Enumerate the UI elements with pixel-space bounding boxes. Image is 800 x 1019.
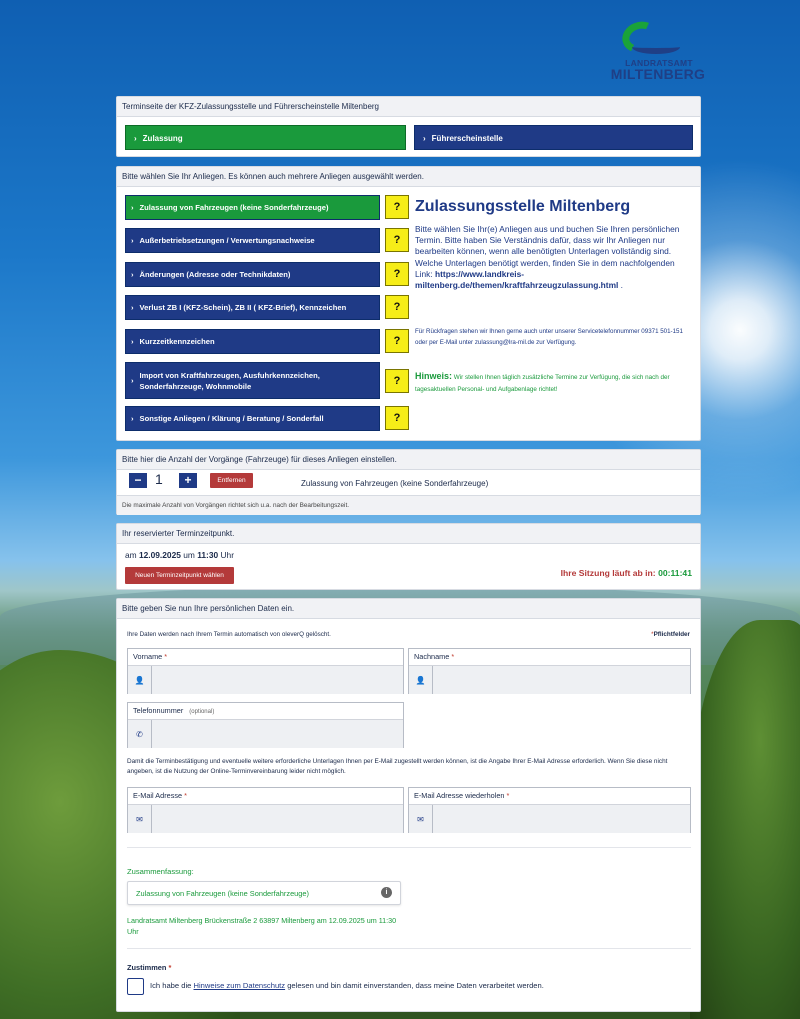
concern-item-zulassung[interactable] — [125, 195, 380, 220]
concern-label: Import von Kraftfahrzeugen, Ausfuhrkennzeichen, Sonderfahrzeuge, Wohnmobile — [139, 370, 320, 391]
tab-zulassung[interactable] — [125, 125, 406, 150]
office-selection-panel — [116, 96, 701, 157]
vorname-label — [128, 649, 403, 666]
privacy-link[interactable]: Hinweise zum Datenschutz — [193, 981, 286, 990]
logo-line1: LANDRATSAMT — [625, 58, 693, 68]
reserved-slot — [125, 550, 234, 560]
info-link[interactable]: https://www.landkreis-miltenberg.de/themen/kraftfahrzeugzulassung.html — [415, 268, 619, 291]
concern-item-aenderungen[interactable] — [125, 262, 380, 287]
slot-mid: um — [180, 550, 198, 560]
required-text: Pflichtfelder — [653, 631, 690, 638]
session-timer — [561, 568, 692, 578]
required-asterisk: * — [451, 652, 455, 661]
info-text — [415, 224, 691, 291]
email-repeat-label-text: E-Mail Adresse wiederholen — [414, 791, 505, 800]
slot-prefix: am — [125, 550, 139, 560]
info-title: Zulassungsstelle Miltenberg — [415, 198, 631, 215]
chevron-right-icon: › — [134, 134, 137, 143]
required-asterisk: * — [164, 652, 168, 661]
user-icon: 👤 — [128, 666, 152, 694]
email-field — [127, 787, 404, 833]
concern-item-sonstige[interactable] — [125, 406, 380, 431]
hint-label: Hinweis: — [415, 371, 453, 381]
envelope-icon: ✉ — [409, 805, 433, 833]
session-label: Ihre Sitzung läuft ab in: — [560, 568, 659, 578]
hint-text — [415, 370, 695, 396]
summary-label: Zusammenfassung: — [127, 867, 194, 876]
background-trees-right — [690, 620, 800, 1019]
phone-icon: ✆ — [128, 720, 152, 748]
telefon-field — [127, 702, 404, 748]
increment-button[interactable]: + — [179, 473, 197, 488]
required-asterisk: * — [168, 963, 172, 972]
chevron-right-icon: › — [131, 236, 134, 245]
concern-item-import[interactable] — [125, 362, 380, 399]
required-note — [651, 631, 690, 638]
telefon-label — [128, 703, 403, 720]
telefon-input[interactable] — [152, 720, 403, 748]
count-value: 1 — [155, 471, 163, 487]
help-question-button[interactable]: ? — [385, 195, 409, 219]
count-footer: Die maximale Anzahl von Vorgängen richtet sich u.a. nach der Bearbeitungszeit. — [117, 495, 700, 515]
concern-label: Kurzzeitkennzeichen — [139, 337, 215, 346]
panel-header: Ihr reservierter Terminzeitpunkt. — [117, 524, 700, 544]
appointment-slot-panel — [116, 523, 701, 590]
help-question-button[interactable]: ? — [385, 369, 409, 393]
chevron-right-icon: › — [131, 203, 134, 212]
remove-button[interactable]: Entfernen — [210, 473, 253, 488]
info-icon[interactable]: i — [381, 887, 392, 898]
chevron-right-icon: › — [131, 270, 134, 279]
vorname-input[interactable] — [152, 666, 403, 694]
concern-item-verlust[interactable] — [125, 295, 380, 320]
count-panel — [116, 449, 701, 515]
email-note: Damit die Terminbestätigung und eventuelle weitere erforderliche Unterlagen Ihnen per E-Mail zugestellt werden können, ist die Angabe Ihrer E-Mail Adresse erforderlich. Wenn Sie diese nicht angeben, ist die Nutzung der Online-Terminvereinbarung leider nicht möglich. — [127, 758, 668, 775]
consent-label — [127, 963, 171, 972]
nachname-label — [409, 649, 690, 666]
concern-label: Änderungen (Adresse oder Technikdaten) — [139, 270, 291, 279]
contact-text: Für Rückfragen stehen wir Ihnen gerne auch unter unserer Servicetelefonnummer 09371 501-151 oder per E-Mail unter zulassung@lra-mil.de zur Verfügung. — [415, 328, 683, 346]
concerns-panel — [116, 166, 701, 441]
hint-body: Wir stellen Ihnen täglich zusätzliche Termine zur Verfügung, die sich nach der tagesaktuellen Personal- und Aufgabenlage richtet! — [415, 374, 670, 393]
telefon-label-text: Telefonnummer — [133, 706, 184, 715]
divider — [127, 948, 691, 949]
email-repeat-input[interactable] — [433, 805, 690, 833]
landratsamt-logo — [606, 18, 706, 84]
chevron-right-icon: › — [131, 303, 134, 312]
optional-tag: (optional) — [189, 709, 215, 715]
vorname-field — [127, 648, 404, 694]
concern-label: Zulassung von Fahrzeugen (keine Sonderfahrzeuge) — [139, 203, 329, 212]
help-question-button[interactable]: ? — [385, 329, 409, 353]
tab-fuehrerscheinstelle[interactable] — [414, 125, 693, 150]
summary-item — [127, 881, 401, 905]
help-question-button[interactable]: ? — [385, 295, 409, 319]
required-asterisk: * — [651, 631, 654, 638]
help-question-button[interactable]: ? — [385, 406, 409, 430]
divider — [127, 847, 691, 848]
new-slot-button[interactable]: Neuen Terminzeitpunkt wählen — [125, 567, 234, 584]
consent-label-text: Zustimmen — [127, 963, 167, 972]
concern-item-ausserbetriebsetzung[interactable] — [125, 228, 380, 253]
email-repeat-label — [409, 788, 690, 805]
personal-data-panel — [116, 598, 701, 1012]
consent-checkbox[interactable] — [127, 978, 144, 995]
vorname-label-text: Vorname — [133, 652, 163, 661]
tab-zulassung-label: Zulassung — [142, 134, 183, 143]
user-icon: 👤 — [409, 666, 433, 694]
slot-suffix: Uhr — [218, 550, 234, 560]
panel-header: Terminseite der KFZ-Zulassungsstelle und Führerscheinstelle Miltenberg — [117, 97, 700, 117]
count-concern-label: Zulassung von Fahrzeugen (keine Sonderfahrzeuge) — [301, 479, 489, 488]
email-input[interactable] — [152, 805, 403, 833]
chevron-right-icon: › — [423, 134, 426, 143]
info-paragraph: Bitte wählen Sie Ihr(e) Anliegen aus und buchen Sie Ihren persönlichen Termin. Bitte haben Sie Verständnis dafür, dass wir Ihr Anliegen nur bearbeiten können, wenn alle benötigten Unterlagen vollständig sind. Welche Unterlagen benötigt werden, finden Sie in dem nachfolgenden Link: — [415, 224, 680, 279]
help-question-button[interactable]: ? — [385, 228, 409, 252]
nachname-field — [408, 648, 691, 694]
info-link-suffix: . — [618, 280, 624, 291]
required-asterisk: * — [184, 791, 187, 800]
panel-header: Bitte wählen Sie Ihr Anliegen. Es können auch mehrere Anliegen ausgewählt werden. — [117, 167, 700, 187]
email-label — [128, 788, 403, 805]
panel-header: Bitte geben Sie nun Ihre persönlichen Daten ein. — [117, 599, 700, 619]
nachname-label-text: Nachname — [414, 652, 450, 661]
concern-label: Außerbetriebsetzungen / Verwertungsnachweise — [139, 236, 315, 245]
session-time: 00:11:41 — [658, 568, 692, 578]
logo-line2: MILTENBERG — [610, 66, 706, 82]
chevron-right-icon: › — [131, 376, 134, 385]
required-asterisk: * — [506, 791, 510, 800]
email-label-text: E-Mail Adresse — [133, 791, 183, 800]
slot-date: 12.09.2025 — [138, 550, 181, 560]
consent-pre: Ich habe die — [150, 981, 194, 990]
concern-item-kurzzeitkennzeichen[interactable] — [125, 329, 380, 354]
nachname-input[interactable] — [433, 666, 690, 694]
logo-blue-swoosh-icon — [632, 40, 680, 54]
help-question-button[interactable]: ? — [385, 262, 409, 286]
chevron-right-icon: › — [131, 337, 134, 346]
delete-note: Ihre Daten werden nach Ihrem Termin automatisch von oleverQ gelöscht. — [127, 631, 331, 638]
concern-label: Verlust ZB I (KFZ-Schein), ZB II ( KFZ-Brief), Kennzeichen — [139, 303, 347, 312]
tab-fuehrerscheinstelle-label: Führerscheinstelle — [431, 134, 503, 143]
consent-post: gelesen und bin damit einverstanden, dass meine Daten verarbeitet werden. — [285, 981, 544, 990]
concern-label: Sonstige Anliegen / Klärung / Beratung / Sonderfall — [139, 414, 324, 423]
envelope-icon: ✉ — [128, 805, 152, 833]
slot-time: 11:30 — [197, 550, 219, 560]
decrement-button[interactable]: − — [129, 473, 147, 488]
consent-text — [150, 981, 544, 990]
summary-item-label: Zulassung von Fahrzeugen (keine Sonderfahrzeuge) — [136, 889, 309, 898]
panel-header: Bitte hier die Anzahl der Vorgänge (Fahrzeuge) für dieses Anliegen einstellen. — [117, 450, 700, 470]
email-repeat-field — [408, 787, 691, 833]
summary-location: Landratsamt Miltenberg Brückenstraße 2 63897 Miltenberg am 12.09.2025 um 11:30 Uhr — [127, 916, 397, 936]
chevron-right-icon: › — [131, 414, 134, 423]
